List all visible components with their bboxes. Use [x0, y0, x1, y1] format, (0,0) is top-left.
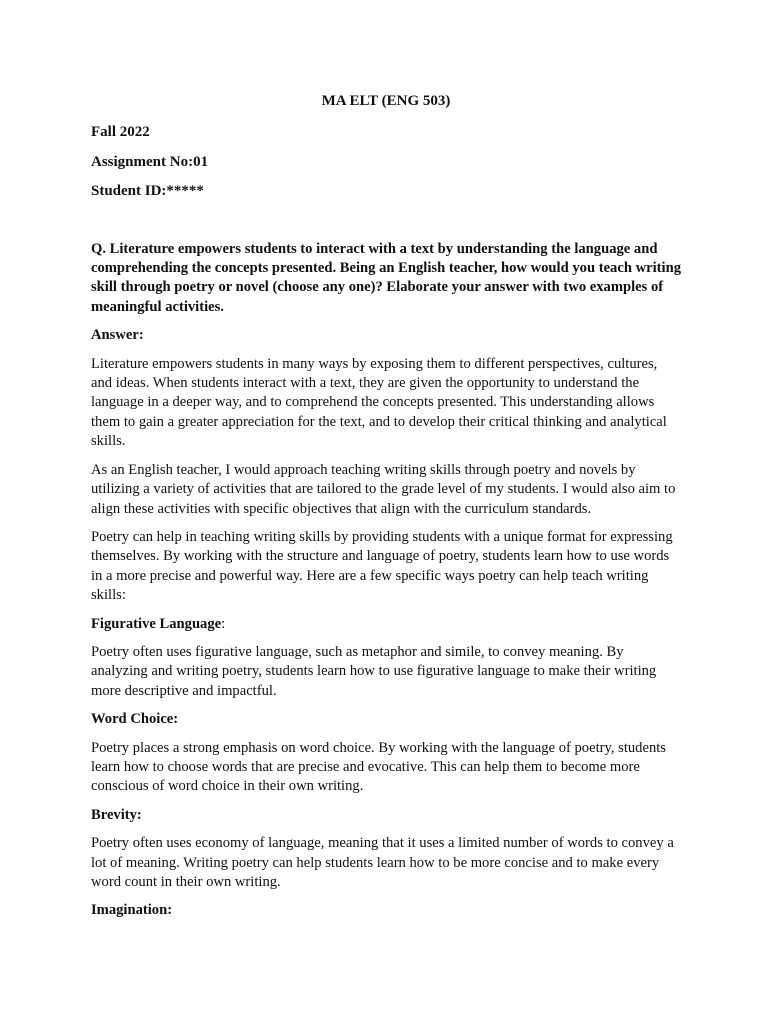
section-heading-brevity: Brevity:	[91, 806, 142, 823]
answer-label: Answer:	[91, 327, 144, 344]
question-text: Q. Literature empowers students to interact with a text by understanding the language and comprehending the concepts presented. Being an English teacher, how would you teach writing skill through poetry or novel (choose any one)? Elaborate your answer with two examples of meaningful activities.	[91, 240, 681, 315]
section-heading-figurative-text: Figurative Language	[91, 615, 222, 632]
answer-paragraph-3: Poetry can help in teaching writing skills by providing students with a unique format for expressing themselves. By working with the structure and language of poetry, students learn how to use words in a more precise and powerful way. Here are a few specific ways poetry can help teach writing skills:	[91, 528, 673, 604]
section-text-figurative: Poetry often uses figurative language, such as metaphor and simile, to convey meaning. By analyzing and writing poetry, students learn how to use figurative language to make their writing more descriptive and impactful.	[91, 643, 657, 699]
section-text-word-choice: Poetry places a strong emphasis on word choice. By working with the language of poetry, students learn how to choose words that are precise and evocative. This can help them to become more conscious of word choice in their own writing.	[91, 739, 666, 795]
answer-paragraph-2: As an English teacher, I would approach teaching writing skills through poetry and novels by utilizing a variety of activities that are tailored to the grade level of my students. I would also aim to align these activities with specific objectives that align with the curriculum standards.	[91, 461, 676, 517]
section-text-brevity: Poetry often uses economy of language, meaning that it uses a limited number of words to convey a lot of meaning. Writing poetry can help students learn how to be more concise and to make every word count in their own writing.	[91, 835, 674, 890]
section-heading-figurative-colon: :	[221, 615, 226, 632]
answer-paragraph-1: Literature empowers students in many ways by exposing them to different perspectives, cultures, and ideas. When students interact with a text, they are given the opportunity to understand the language in a deeper way, and to comprehend the concepts presented. This understanding allows them to gain a greater appreciation for the text, and to develop their critical thinking and analytical skills.	[91, 355, 667, 450]
assignment-line: Assignment No:01	[91, 153, 209, 170]
document-page	[91, 92, 681, 930]
section-heading-imagination: Imagination:	[91, 902, 173, 919]
section-heading-figurative	[91, 615, 681, 634]
term-line: Fall 2022	[91, 124, 150, 141]
document-title: MA ELT (ENG 503)	[321, 93, 451, 109]
student-id-line: Student ID:*****	[91, 183, 204, 200]
section-heading-word-choice: Word Choice:	[91, 711, 179, 728]
